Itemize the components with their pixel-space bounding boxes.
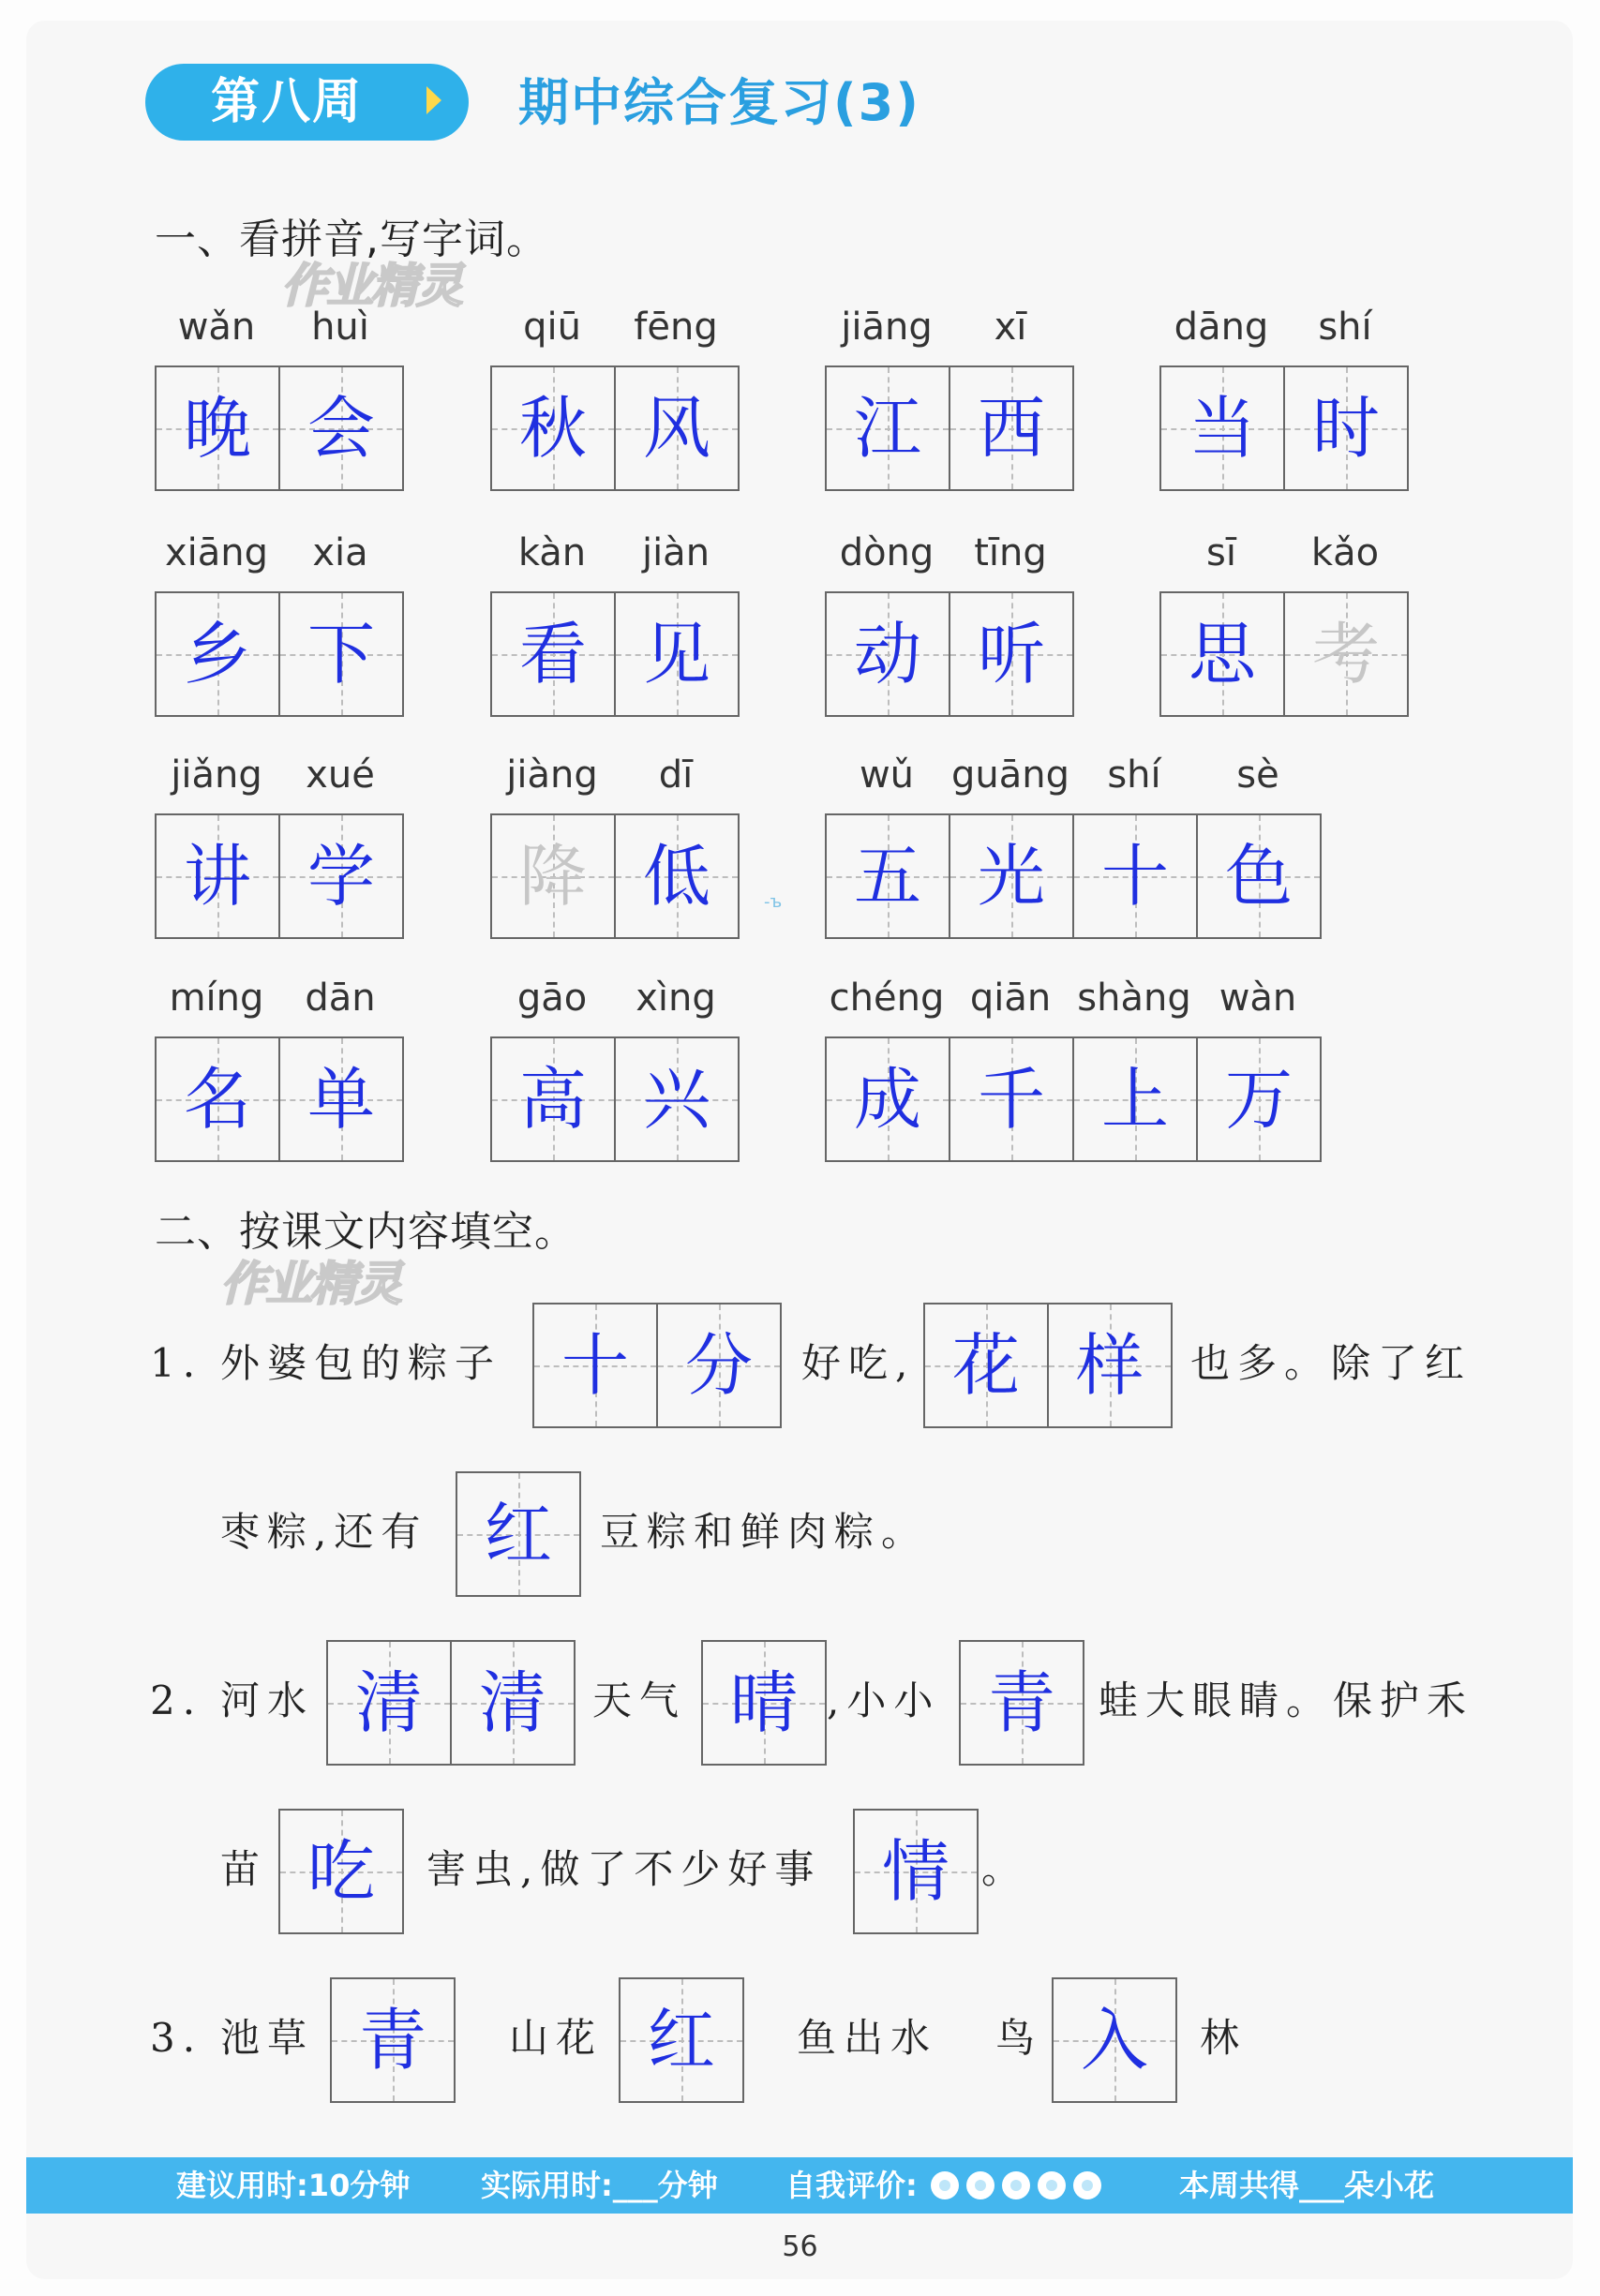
q3-text: 鱼出水 [797, 2015, 938, 2061]
handwritten-answer: 清 [478, 1663, 546, 1742]
flower-icon[interactable] [1002, 2171, 1030, 2199]
writing-cell[interactable] [490, 813, 616, 939]
handwritten-answer: 上 [1100, 1060, 1169, 1139]
pinyin-syllable: qiān [969, 977, 1052, 1020]
writing-cell[interactable] [155, 813, 280, 939]
writing-grid [155, 813, 404, 939]
pinyin-syllable: kǎo [1310, 531, 1380, 574]
pinyin-syllable: sè [1236, 753, 1279, 797]
handwritten-answer: 听 [977, 615, 1045, 693]
handwritten-answer: 当 [1188, 389, 1256, 468]
pinyin-item [825, 302, 1074, 491]
q2-text: ,小小 [827, 1677, 941, 1723]
handwritten-answer: 晴 [729, 1663, 798, 1742]
handwritten-answer: 风 [642, 389, 710, 468]
answer-box[interactable] [330, 1977, 456, 2103]
pinyin-row [825, 302, 1074, 352]
writing-cell[interactable] [825, 813, 950, 939]
writing-grid [155, 365, 404, 491]
pinyin-syllable: dī [658, 753, 694, 797]
writing-cell[interactable] [949, 591, 1074, 717]
handwritten-answer: 分 [684, 1326, 753, 1405]
answer-cell[interactable] [532, 1303, 658, 1428]
pinyin-item [490, 302, 740, 491]
page-title: 期中综合复习(3) [518, 73, 920, 132]
writing-cell[interactable] [1072, 813, 1198, 939]
answer-box[interactable] [532, 1303, 782, 1428]
answer-cell[interactable] [1052, 1977, 1177, 2103]
writing-cell[interactable] [278, 1036, 404, 1162]
writing-cell[interactable] [949, 813, 1074, 939]
section-2-title: 二、按课文内容填空。 [155, 1208, 576, 1256]
writing-grid [490, 1036, 740, 1162]
writing-cell[interactable] [825, 591, 950, 717]
writing-cell[interactable] [1159, 591, 1285, 717]
pinyin-row [490, 750, 740, 800]
handwritten-answer: 西 [977, 389, 1045, 468]
handwritten-answer: 万 [1224, 1060, 1293, 1139]
writing-cell[interactable] [490, 365, 616, 491]
handwritten-answer: 十 [1100, 837, 1169, 916]
pinyin-row [155, 973, 404, 1023]
answer-cell[interactable] [330, 1977, 456, 2103]
week-badge [145, 64, 469, 141]
q3-number: 3. [150, 2015, 203, 2061]
stray-mark: -ъ [764, 892, 783, 912]
handwritten-answer: 看 [518, 615, 587, 693]
pinyin-item [490, 973, 740, 1162]
self-evaluation-label: 自我评价: [785, 2168, 918, 2203]
pinyin-syllable: dòng [839, 531, 935, 574]
writing-cell[interactable] [949, 365, 1074, 491]
pinyin-row [490, 302, 740, 352]
handwritten-answer: 秋 [518, 389, 587, 468]
q2-text: 害虫,做了不少好事 [426, 1846, 822, 1892]
writing-grid [490, 591, 740, 717]
pinyin-syllable: shàng [1077, 977, 1191, 1020]
handwritten-answer: 时 [1311, 389, 1380, 468]
handwritten-answer: 江 [853, 389, 921, 468]
handwritten-answer: 成 [853, 1060, 921, 1139]
printed-character: 降 [518, 837, 587, 916]
handwritten-answer: 思 [1188, 615, 1256, 693]
answer-box[interactable] [853, 1809, 979, 1934]
writing-cell[interactable] [278, 365, 404, 491]
answer-box[interactable] [1052, 1977, 1177, 2103]
pinyin-syllable: jiāng [841, 306, 933, 349]
writing-grid [155, 1036, 404, 1162]
pinyin-syllable: xiāng [164, 531, 269, 574]
flower-icon[interactable] [966, 2171, 994, 2199]
pinyin-syllable: gāo [516, 977, 588, 1020]
pinyin-row [155, 302, 404, 352]
writing-cell[interactable] [490, 1036, 616, 1162]
q1-text: 好吃, [801, 1340, 916, 1386]
writing-grid [1159, 365, 1409, 491]
writing-cell[interactable] [490, 591, 616, 717]
handwritten-answer: 动 [853, 615, 921, 693]
handwritten-answer: 低 [642, 837, 710, 916]
handwritten-answer: 会 [307, 389, 375, 468]
pinyin-syllable: xī [994, 306, 1027, 349]
pinyin-row [155, 528, 404, 578]
handwritten-answer: 样 [1075, 1326, 1144, 1405]
handwritten-answer: 兴 [642, 1060, 710, 1139]
handwritten-answer: 学 [307, 837, 375, 916]
answer-cell[interactable] [701, 1640, 827, 1766]
pinyin-item [1159, 302, 1409, 491]
writing-cell[interactable] [949, 1036, 1074, 1162]
answer-cell[interactable] [656, 1303, 782, 1428]
q1-text: 也多。除了红 [1190, 1340, 1473, 1386]
pinyin-syllable: dāng [1174, 306, 1269, 349]
answer-cell[interactable] [450, 1640, 576, 1766]
q3-text: 鸟 [995, 2015, 1043, 2061]
answer-cell[interactable] [923, 1303, 1049, 1428]
flower-icon[interactable] [931, 2171, 959, 2199]
q1-text: 枣粽,还有 [220, 1509, 428, 1555]
pinyin-syllable: tīng [974, 531, 1047, 574]
pinyin-syllable: jiàn [641, 531, 710, 574]
handwritten-answer: 情 [881, 1832, 950, 1911]
writing-grid [825, 591, 1074, 717]
flower-rating[interactable] [931, 2171, 1101, 2199]
handwritten-answer: 十 [561, 1326, 629, 1405]
answer-box[interactable] [456, 1471, 581, 1597]
handwritten-answer: 色 [1224, 837, 1293, 916]
writing-grid [825, 813, 1322, 939]
week-label: 第八周 [211, 74, 364, 130]
watermark-logo: 作业精灵 [281, 259, 461, 313]
handwritten-answer: 五 [853, 837, 921, 916]
pinyin-row [825, 528, 1074, 578]
q2-text: 。 [981, 1846, 1029, 1892]
answer-box[interactable] [701, 1640, 827, 1766]
writing-cell[interactable] [1196, 813, 1322, 939]
q3-text: 山花 [509, 2015, 604, 2061]
q2-text: 苗 [220, 1846, 268, 1892]
pinyin-row [1159, 528, 1409, 578]
writing-cell[interactable] [278, 591, 404, 717]
q1-number: 1. [150, 1340, 203, 1386]
writing-cell[interactable] [825, 1036, 950, 1162]
handwritten-answer: 光 [977, 837, 1045, 916]
q1-text: 豆粽和鲜肉粽。 [600, 1509, 929, 1555]
q2-text: 蛙大眼睛。保护禾 [1099, 1677, 1474, 1723]
writing-cell[interactable] [614, 813, 740, 939]
q3-text: 池草 [220, 2015, 315, 2061]
pinyin-syllable: guāng [951, 753, 1069, 797]
handwritten-answer: 青 [358, 2001, 426, 2080]
handwritten-answer: 花 [951, 1326, 1020, 1405]
handwritten-answer: 入 [1080, 2001, 1148, 2080]
printed-character: 考 [1311, 615, 1380, 693]
pinyin-syllable: dān [305, 977, 376, 1020]
answer-box[interactable] [959, 1640, 1084, 1766]
q2-text: 河水 [220, 1677, 315, 1723]
answer-cell[interactable] [959, 1640, 1084, 1766]
suggested-time: 建议用时:10分钟 [176, 2168, 411, 2203]
pinyin-row [490, 528, 740, 578]
writing-cell[interactable] [1196, 1036, 1322, 1162]
pinyin-item [825, 973, 1322, 1162]
pinyin-syllable: shí [1107, 753, 1161, 797]
pinyin-row [1159, 302, 1409, 352]
pinyin-syllable: wǎn [177, 306, 256, 349]
q1-text: 外婆包的粽子 [220, 1340, 502, 1386]
arrow-icon [426, 86, 441, 114]
writing-cell[interactable] [1283, 591, 1409, 717]
pinyin-item [825, 528, 1074, 717]
writing-grid [490, 813, 740, 939]
pinyin-syllable: wàn [1219, 977, 1297, 1020]
pinyin-item [825, 750, 1322, 939]
pinyin-syllable: shí [1318, 306, 1372, 349]
writing-cell[interactable] [155, 365, 280, 491]
writing-grid [825, 365, 1074, 491]
flower-icon[interactable] [1038, 2171, 1066, 2199]
writing-cell[interactable] [1159, 365, 1285, 491]
pinyin-row [155, 750, 404, 800]
pinyin-row [825, 973, 1322, 1023]
answer-box[interactable] [619, 1977, 744, 2103]
flower-icon[interactable] [1073, 2171, 1101, 2199]
handwritten-answer: 千 [977, 1060, 1045, 1139]
pinyin-syllable: chéng [829, 977, 945, 1020]
pinyin-item [155, 302, 404, 491]
handwritten-answer: 高 [518, 1060, 587, 1139]
handwritten-answer: 乡 [183, 615, 251, 693]
handwritten-answer: 名 [183, 1060, 251, 1139]
handwritten-answer: 讲 [183, 837, 251, 916]
writing-grid [825, 1036, 1322, 1162]
pinyin-syllable: jiǎng [171, 753, 262, 797]
handwritten-answer: 单 [307, 1060, 375, 1139]
handwritten-answer: 晚 [183, 389, 251, 468]
pinyin-syllable: huì [311, 306, 369, 349]
answer-box[interactable] [278, 1809, 404, 1934]
pinyin-item [155, 750, 404, 939]
pinyin-row [490, 973, 740, 1023]
writing-cell[interactable] [614, 1036, 740, 1162]
pinyin-syllable: qiū [523, 306, 581, 349]
handwritten-answer: 见 [642, 615, 710, 693]
handwritten-answer: 青 [987, 1663, 1055, 1742]
writing-cell[interactable] [155, 591, 280, 717]
pinyin-syllable: kàn [517, 531, 587, 574]
answer-cell[interactable] [853, 1809, 979, 1934]
writing-cell[interactable] [825, 365, 950, 491]
pinyin-item [155, 973, 404, 1162]
writing-cell[interactable] [1072, 1036, 1198, 1162]
answer-cell[interactable] [619, 1977, 744, 2103]
writing-cell[interactable] [1283, 365, 1409, 491]
answer-cell[interactable] [278, 1809, 404, 1934]
handwritten-answer: 清 [354, 1663, 423, 1742]
pinyin-syllable: fēng [634, 306, 718, 349]
handwritten-answer: 红 [484, 1495, 552, 1573]
pinyin-item [490, 750, 740, 939]
pinyin-syllable: míng [169, 977, 264, 1020]
writing-cell[interactable] [614, 365, 740, 491]
writing-grid [1159, 591, 1409, 717]
writing-cell[interactable] [155, 1036, 280, 1162]
handwritten-answer: 红 [647, 2001, 715, 2080]
pinyin-item [490, 528, 740, 717]
page-number: 56 [782, 2230, 818, 2263]
q2-text: 天气 [592, 1677, 687, 1723]
pinyin-syllable: xué [306, 753, 375, 797]
answer-box[interactable] [923, 1303, 1173, 1428]
pinyin-row [825, 750, 1322, 800]
section-1-title: 一、看拼音,写字词。 [155, 216, 548, 263]
q3-text: 林 [1200, 2015, 1248, 2061]
pinyin-item [1159, 528, 1409, 717]
pinyin-syllable: sī [1206, 531, 1236, 574]
pinyin-syllable: jiàng [506, 753, 598, 797]
handwritten-answer: 吃 [307, 1832, 375, 1911]
writing-grid [490, 365, 740, 491]
answer-box[interactable] [326, 1640, 576, 1766]
q2-number: 2. [150, 1677, 203, 1723]
answer-cell[interactable] [1047, 1303, 1173, 1428]
pinyin-syllable: wǔ [859, 753, 915, 797]
pinyin-syllable: xia [312, 531, 368, 574]
pinyin-item [155, 528, 404, 717]
handwritten-answer: 下 [307, 615, 375, 693]
answer-cell[interactable] [326, 1640, 452, 1766]
answer-cell[interactable] [456, 1471, 581, 1597]
pinyin-syllable: xìng [636, 977, 716, 1020]
watermark-logo: 作业精灵 [220, 1257, 400, 1311]
footer-bar [26, 2157, 1573, 2214]
actual-time: 实际用时:___分钟 [481, 2168, 718, 2203]
writing-cell[interactable] [278, 813, 404, 939]
writing-cell[interactable] [614, 591, 740, 717]
weekly-total: 本周共得___朵小花 [1179, 2168, 1435, 2203]
writing-grid [155, 591, 404, 717]
